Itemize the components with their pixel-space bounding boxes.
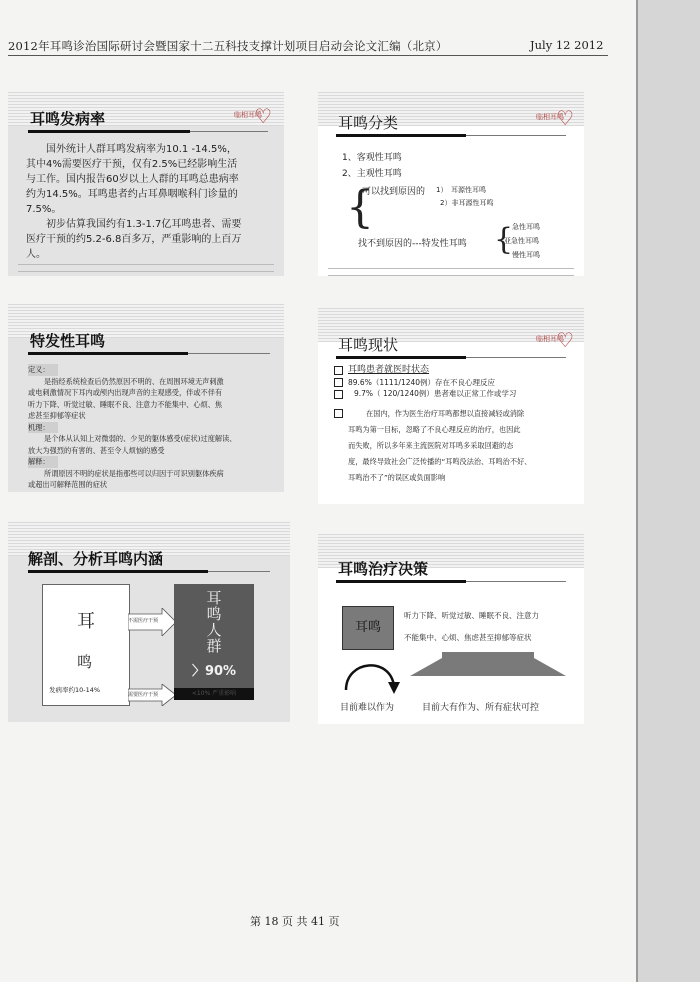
status-item <box>334 388 574 400</box>
slide-title: 特发性耳鸣 <box>30 332 106 350</box>
population-box <box>42 584 130 706</box>
heart-icon: ♡ <box>254 104 272 128</box>
definition-label: 定义： <box>28 364 58 376</box>
title-bar-thin <box>188 353 270 354</box>
logo-text: 临相耳鸣 <box>536 113 564 121</box>
tinnitus-population-block <box>174 584 254 688</box>
paragraph-line: 国外统计人群耳鸣发病率为10.1 -14.5%， <box>46 144 237 155</box>
status-item-text: 耳鸣患者就医时状态 <box>348 365 430 375</box>
paragraph-line: 约为14.5%。耳鸣患者约占耳鼻咽喉科门诊量的 <box>26 189 238 200</box>
slide-anatomy <box>8 522 290 722</box>
checkbox-icon <box>334 366 343 375</box>
paragraph-line: 医疗干预的约5.2-6.8百多万，严重影响的上百万 <box>26 234 242 245</box>
paragraph-line: 其中4%需要医疗干预，仅有2.5%已经影响生活 <box>26 159 238 170</box>
explanation-line: 所谓原因不明的症状是指那些可以归因于可识别躯体疾病 <box>44 468 224 478</box>
status-item-text: 9.7%（ 120/1240例）患者难以正常工作或学习 <box>354 389 517 398</box>
title-bar-thin <box>466 357 566 358</box>
paragraph-line: 而失败，所以多年来主流医院对耳鸣多采取回避的态 <box>348 441 514 450</box>
slide-title: 耳鸣治疗决策 <box>338 560 429 578</box>
symptoms-line-1: 听力下降、听觉过敏、睡眠不良、注意力 <box>404 611 539 620</box>
checkbox-icon <box>334 378 343 387</box>
status-item-text: 89.6%（1111/1240例）存在不良心理反应 <box>348 377 496 387</box>
paragraph-line: 耳鸣治不了”的误区或负面影响 <box>348 473 446 482</box>
logo <box>234 104 272 128</box>
box-char-1: 耳 <box>77 611 95 632</box>
tinnitus-box: 耳鸣 <box>342 606 394 650</box>
title-bar-thin <box>466 135 566 136</box>
page-number: 第 18 页 共 41 页 <box>250 915 340 928</box>
chronic-label: 慢性耳鸣 <box>512 251 540 259</box>
status-item <box>334 364 574 377</box>
slide-idiopathic <box>8 304 284 492</box>
header-title: 2012年耳鸣诊治国际研讨会暨国家十二五科技支撑计划项目启动会论文汇编（北京） <box>8 39 448 53</box>
status-paragraph <box>348 406 574 486</box>
small-brace: { <box>494 222 514 257</box>
acute-label: 急性耳鸣 <box>512 223 540 231</box>
explanation-line: 或超出可解释范围的症状 <box>28 480 108 489</box>
box-char-2: 鸣 <box>77 653 93 671</box>
block-line: 鸣 <box>206 605 222 623</box>
definition-line: 虑甚至抑郁等症状 <box>28 411 86 420</box>
title-bar <box>28 352 188 355</box>
mechanism-line: 是个体从认知上对微弱的、少见的躯体感受(症状)过度解读、 <box>44 434 237 443</box>
caption-left: 目前难以作为 <box>340 703 395 713</box>
unknown-cause-label: 找不到原因的---特发性耳鸣 <box>358 239 467 249</box>
title-bar-thin <box>466 581 566 582</box>
header-date: July 12 2012 <box>530 38 604 52</box>
slide-title: 耳鸣发病率 <box>30 110 106 128</box>
mechanism-label: 机理： <box>28 422 58 434</box>
severe-block: <10% 严重影响 <box>174 688 254 700</box>
slide-classification <box>318 92 584 276</box>
known-cause-1: 1） 耳源性耳鸣 <box>436 186 486 194</box>
paragraph-line: 度，最终导致社会广泛传播的“耳鸣没法治、耳鸣治不好、 <box>348 457 532 466</box>
title-bar <box>336 356 466 359</box>
logo-text: 临相耳鸣 <box>234 111 262 119</box>
paragraph-line: 与工作。国内报告60岁以上人群的耳鸣总患病率 <box>26 174 239 185</box>
paragraph-line: 人。 <box>26 249 46 260</box>
class-item-objective: 1、客观性耳鸣 <box>342 153 402 163</box>
wide-arrow-icon <box>410 652 566 676</box>
block-line: 人 <box>206 621 222 639</box>
title-bar <box>28 570 208 573</box>
subacute-label: 亚急性耳鸣 <box>504 237 539 245</box>
logo <box>536 106 574 130</box>
slide-foot-rules <box>328 268 574 276</box>
paragraph-line: 7.5%。 <box>26 204 62 215</box>
definition-line: 是指经系统检查后仍然原因不明的、在周围环境无声刺激 <box>44 376 224 386</box>
known-cause-2: 2）非耳源性耳鸣 <box>440 199 494 207</box>
slide-foot-rules <box>18 264 274 272</box>
curved-arrow-icon <box>340 650 400 694</box>
slide-treatment-decision <box>318 534 584 724</box>
title-bar <box>336 580 466 583</box>
symptoms-line-2: 不能集中、心烦、焦虑甚至抑郁等症状 <box>404 633 532 642</box>
heart-icon: ♡ <box>556 106 574 130</box>
status-list <box>334 364 574 400</box>
logo <box>536 328 574 352</box>
title-bar-thin <box>208 571 270 572</box>
logo-text: 临相耳鸣 <box>536 335 564 343</box>
slide-title: 耳鸣现状 <box>338 336 399 354</box>
paragraph-line: 耳鸣为第一目标，忽略了不良心理反应的治疗，也因此 <box>348 425 521 434</box>
incidence-rate: 发病率约10-14% <box>49 686 101 694</box>
paragraph-line: 在国内，作为医生治疗耳鸣都想以直接减轻或消除 <box>366 409 525 418</box>
block-percent: 〉90% <box>191 664 237 679</box>
heart-icon: ♡ <box>556 328 574 352</box>
status-item <box>334 377 574 389</box>
title-bar <box>28 130 190 133</box>
binder-edge <box>636 0 700 982</box>
header-rule <box>8 55 608 56</box>
arrow-top-label: 不需医疗干预 <box>128 618 159 624</box>
explanation-label: 解释： <box>28 456 58 468</box>
binder-line <box>636 0 638 982</box>
block-line: 耳 <box>206 589 222 607</box>
known-cause-label: 可以找到原因的 <box>362 187 426 197</box>
block-line: 群 <box>206 637 222 655</box>
checkbox-icon <box>334 390 343 399</box>
definition-line: 或电刺激情况下耳内或颅内出现声音的主观感受，伴或不伴有 <box>28 388 223 397</box>
slide-title: 解剖、分析耳鸣内涵 <box>28 550 164 568</box>
class-item-subjective: 2、主观性耳鸣 <box>342 169 402 179</box>
paragraph-line: 初步估算我国约有1.3-1.7亿耳鸣患者、需要 <box>46 219 242 230</box>
big-brace: { <box>346 182 374 233</box>
slide-status <box>318 308 584 504</box>
caption-right: 目前大有作为、所有症状可控 <box>422 703 540 713</box>
idiopathic-body <box>28 364 278 491</box>
definition-line: 听力下降、听觉过敏、睡眠不良、注意力不能集中、心烦、焦 <box>28 399 223 409</box>
slide-title: 耳鸣分类 <box>338 114 399 132</box>
slide-incidence <box>8 92 284 276</box>
checkbox-icon <box>334 409 343 418</box>
arrow-bottom-label: 需要医疗干预 <box>128 692 159 698</box>
mechanism-line: 放大为强烈的有害的、甚至令人烦恼的感受 <box>28 445 165 455</box>
incidence-paragraph <box>26 142 276 262</box>
title-bar <box>336 134 466 137</box>
title-bar-thin <box>190 131 268 132</box>
